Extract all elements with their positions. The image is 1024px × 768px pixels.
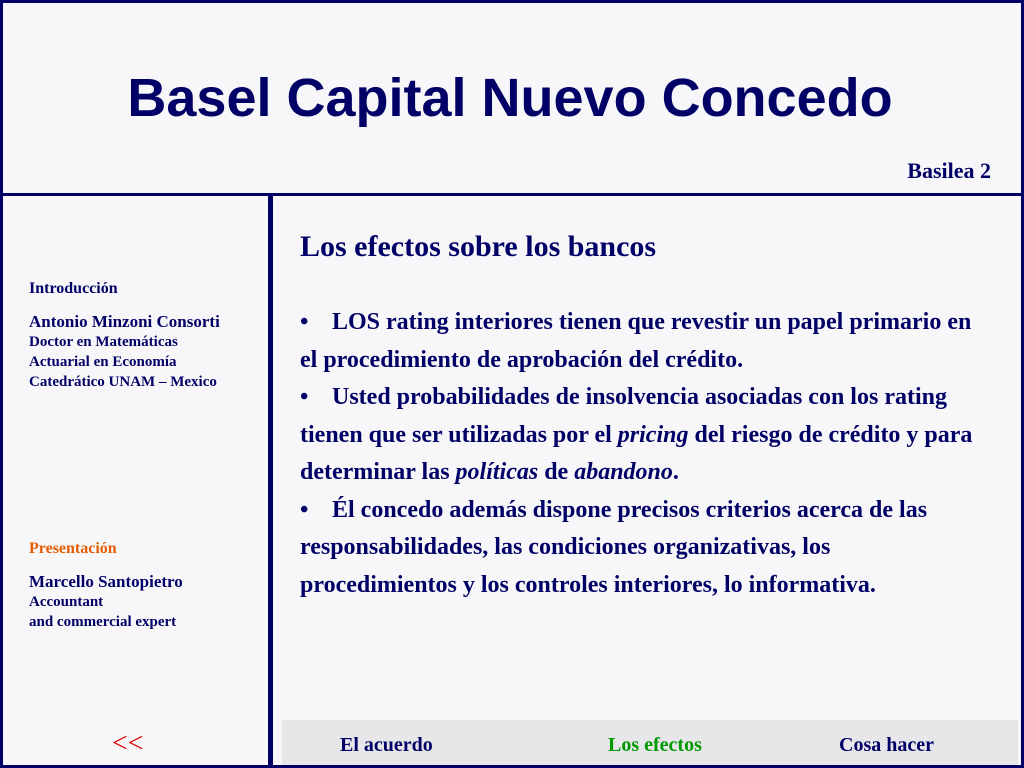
presentation-author-line: and commercial expert bbox=[29, 614, 177, 630]
emphasis-text: políticas bbox=[455, 459, 539, 485]
page-subtitle: Basilea 2 bbox=[907, 158, 991, 183]
bullet-item bbox=[300, 492, 990, 605]
bullet-marker: • bbox=[300, 384, 309, 410]
bullet-text: . bbox=[672, 459, 679, 485]
intro-section bbox=[29, 280, 220, 392]
bullet-text: Él concedo además dispone precisos criterios acerca de las responsabilidades, las condiciones organizativas, los procedimientos y los controles interiores, lo informativa. bbox=[300, 496, 928, 598]
bullet-text: del riesgo de crédito y para determinar las bbox=[300, 421, 973, 485]
section-heading: Los efectos sobre los bancos bbox=[300, 230, 657, 263]
main-content bbox=[273, 196, 1024, 720]
presentation-author-name: Marcello Santopietro bbox=[29, 572, 183, 591]
presentation-section bbox=[29, 540, 183, 632]
bullet-text: de bbox=[544, 459, 569, 485]
nav-item-cosa-hacer[interactable]: Cosa hacer bbox=[839, 734, 934, 756]
page-title: Basel Capital Nuevo Concedo bbox=[127, 68, 893, 128]
back-button[interactable]: << bbox=[112, 728, 144, 759]
nav-item-el-acuerdo[interactable]: El acuerdo bbox=[340, 734, 433, 756]
presentation-author-line: Accountant bbox=[29, 594, 104, 610]
nav-item-los-efectos[interactable]: Los efectos bbox=[608, 734, 702, 756]
bullet-item bbox=[300, 304, 990, 379]
bullet-marker: • bbox=[300, 496, 309, 523]
intro-heading[interactable]: Introducción bbox=[29, 280, 118, 297]
intro-author-line: Catedrático UNAM – Mexico bbox=[29, 374, 217, 390]
bullet-list bbox=[300, 304, 990, 604]
intro-author-name: Antonio Minzoni Consorti bbox=[29, 312, 220, 331]
intro-author-line: Doctor en Matemáticas bbox=[29, 334, 178, 350]
intro-author-line: Actuarial en Economía bbox=[29, 354, 177, 370]
emphasis-text: pricing bbox=[617, 421, 689, 448]
header bbox=[0, 0, 1024, 196]
presentation-heading[interactable]: Presentación bbox=[29, 540, 117, 557]
bullet-text: LOS rating interiores tienen que revestir un papel primario en el procedimiento de aprobación del crédito. bbox=[300, 309, 972, 373]
bullet-marker: • bbox=[300, 309, 309, 335]
bottom-nav bbox=[282, 720, 1018, 765]
bullet-text: Usted probabilidades de insolvencia asociadas con los rating tienen que ser utilizadas por el bbox=[300, 384, 947, 448]
sidebar bbox=[0, 196, 273, 768]
bullet-item bbox=[300, 379, 990, 492]
emphasis-text: abandono bbox=[574, 459, 673, 485]
